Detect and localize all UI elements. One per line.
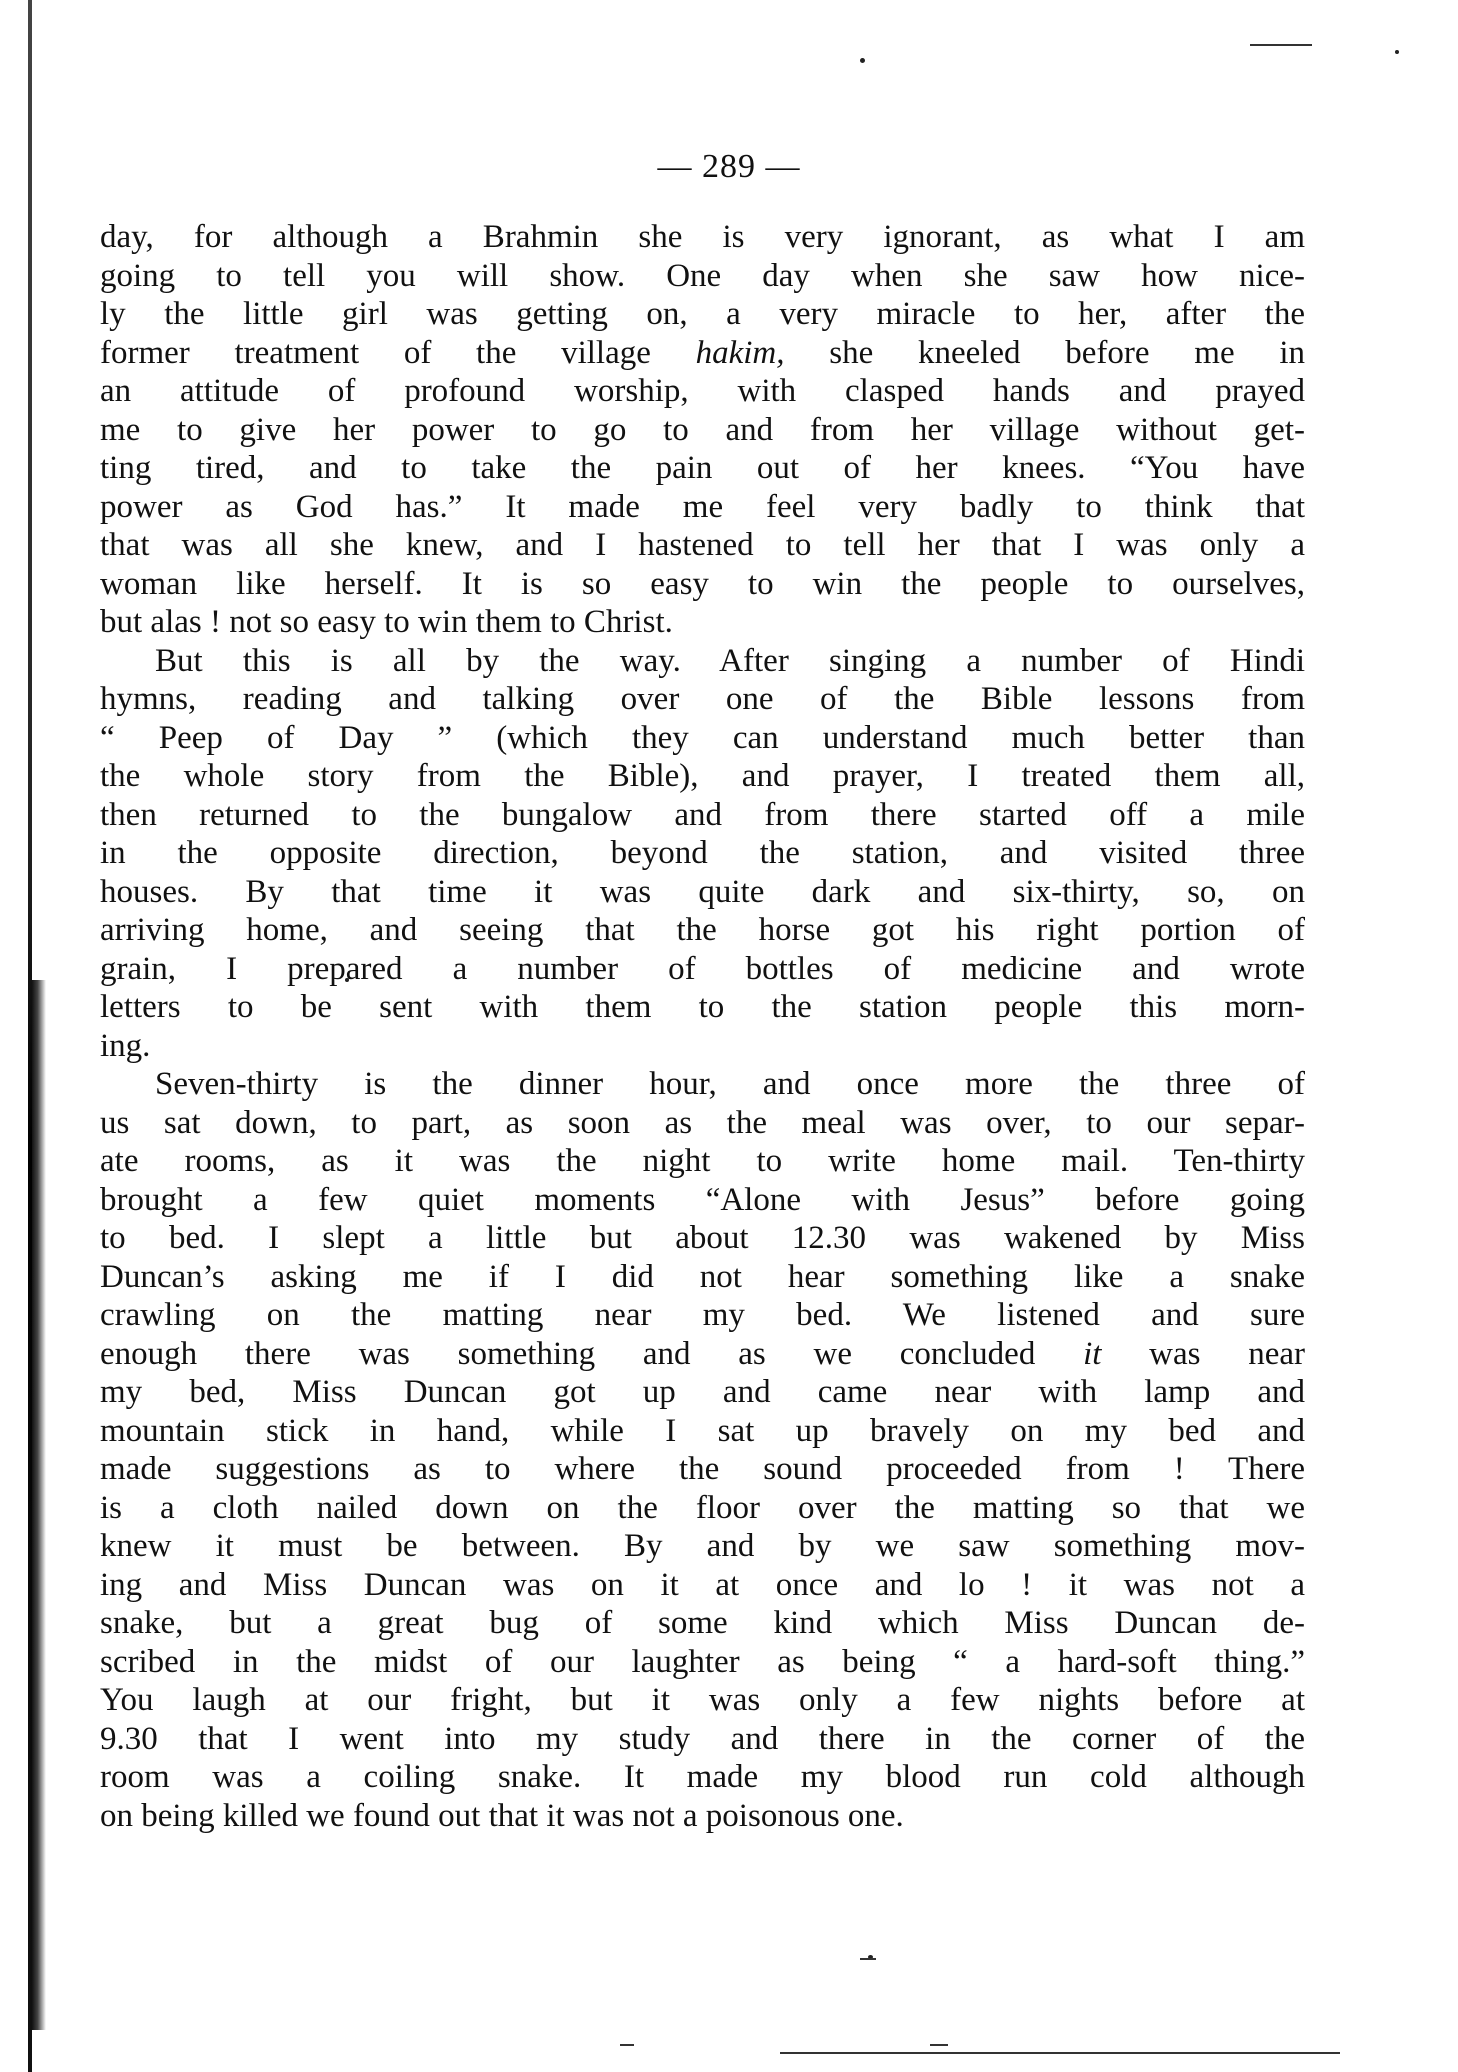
text-line: letters to be sent with them to the station people this morn- xyxy=(100,989,1305,1025)
text-line: my bed, Miss Duncan got up and came near with lamp and xyxy=(100,1374,1305,1410)
body-text xyxy=(100,218,1305,1835)
text-line: brought a few quiet moments “Alone with Jesus” before going xyxy=(100,1181,1305,1218)
text-line: day, for although a Brahmin she is very ignorant, as what I am xyxy=(100,219,1305,255)
text-line: hymns, reading and talking over one of the Bible lessons from xyxy=(100,681,1305,717)
text-line: knew it must be between. By and by we saw something mov- xyxy=(100,1528,1305,1564)
text-line: You laugh at our fright, but it was only a few nights before at xyxy=(100,1682,1305,1718)
text-line: arriving home, and seeing that the horse got his right portion of xyxy=(100,912,1305,948)
text-line: in the opposite direction, beyond the station, and visited three xyxy=(100,835,1305,871)
scan-speck xyxy=(1395,50,1399,54)
text-line: me to give her power to go to and from her village without get- xyxy=(100,411,1305,448)
text-line: crawling on the matting near my bed. We listened and sure xyxy=(100,1297,1305,1333)
text-line: “ Peep of Day ” (which they can understand much better than xyxy=(100,719,1305,756)
scan-mark xyxy=(860,1958,876,1960)
text-line: made suggestions as to where the sound proceeded from ! There xyxy=(100,1451,1305,1487)
italic-word: it xyxy=(1083,1335,1102,1372)
text-line xyxy=(100,334,1305,373)
text-line: Seven-thirty is the dinner hour, and once more the three of xyxy=(155,1066,1305,1102)
text-line: Duncan’s asking me if I did not hear something like a snake xyxy=(100,1258,1305,1295)
text-line: an attitude of profound worship, with clasped hands and prayed xyxy=(100,373,1305,409)
binding-shadow xyxy=(32,980,46,2030)
text-line: room was a coiling snake. It made my blood run cold although xyxy=(100,1759,1305,1795)
text-line: ting tired, and to take the pain out of her knees. “You have xyxy=(100,450,1305,486)
text-line: ing and Miss Duncan was on it at once and lo ! it was not a xyxy=(100,1566,1305,1603)
text-line: woman like herself. It is so easy to win the people to ourselves, xyxy=(100,565,1305,602)
text-line: then returned to the bungalow and from there started off a mile xyxy=(100,796,1305,833)
text-line: the whole story from the Bible), and prayer, I treated them all, xyxy=(100,758,1305,794)
text-line: that was all she knew, and I hastened to tell her that I was only a xyxy=(100,527,1305,563)
text-line: ly the little girl was getting on, a very miracle to her, after the xyxy=(100,296,1305,332)
text-line: 9.30 that I went into my study and there in the corner of the xyxy=(100,1720,1305,1757)
text-line xyxy=(100,1335,1305,1374)
text-line: going to tell you will show. One day when she saw how nice- xyxy=(100,257,1305,294)
scan-mark xyxy=(1250,44,1312,46)
text-span: she kneeled before me in xyxy=(784,334,1305,371)
text-span: enough there was something and as we concluded xyxy=(100,1335,1084,1372)
text-line: power as God has.” It made me feel very badly to think that xyxy=(100,488,1305,525)
bottom-rule xyxy=(780,2052,1340,2054)
scan-mark xyxy=(930,2044,948,2046)
text-line: us sat down, to part, as soon as the meal was over, to our separ- xyxy=(100,1104,1305,1141)
text-line: houses. By that time it was quite dark and six-thirty, so, on xyxy=(100,873,1305,910)
text-line: But this is all by the way. After singing a number of Hindi xyxy=(155,642,1305,679)
scan-speck xyxy=(860,58,865,63)
italic-word: hakim, xyxy=(695,334,785,371)
text-line: ate rooms, as it was the night to write home mail. Ten-thirty xyxy=(100,1143,1305,1179)
text-line: on being killed we found out that it was not a poisonous one. xyxy=(100,1797,904,1834)
scan-mark xyxy=(620,2044,634,2046)
text-line: is a cloth nailed down on the floor over the matting so that we xyxy=(100,1489,1305,1526)
text-line: grain, I prepared a number of bottles of medicine and wrote xyxy=(100,950,1305,987)
text-line: to bed. I slept a little but about 12.30 was wakened by Miss xyxy=(100,1220,1305,1256)
text-span: former treatment of the village xyxy=(100,334,696,371)
text-line: scribed in the midst of our laughter as being “ a hard-soft thing.” xyxy=(100,1643,1305,1680)
text-line: ing. xyxy=(100,1027,151,1064)
text-span: was near xyxy=(1101,1335,1306,1372)
text-line: but alas ! not so easy to win them to Christ. xyxy=(100,604,673,640)
text-line: mountain stick in hand, while I sat up bravely on my bed and xyxy=(100,1412,1305,1449)
text-line: snake, but a great bug of some kind which Miss Duncan de- xyxy=(100,1605,1305,1641)
page-number: — 289 — xyxy=(657,148,801,185)
